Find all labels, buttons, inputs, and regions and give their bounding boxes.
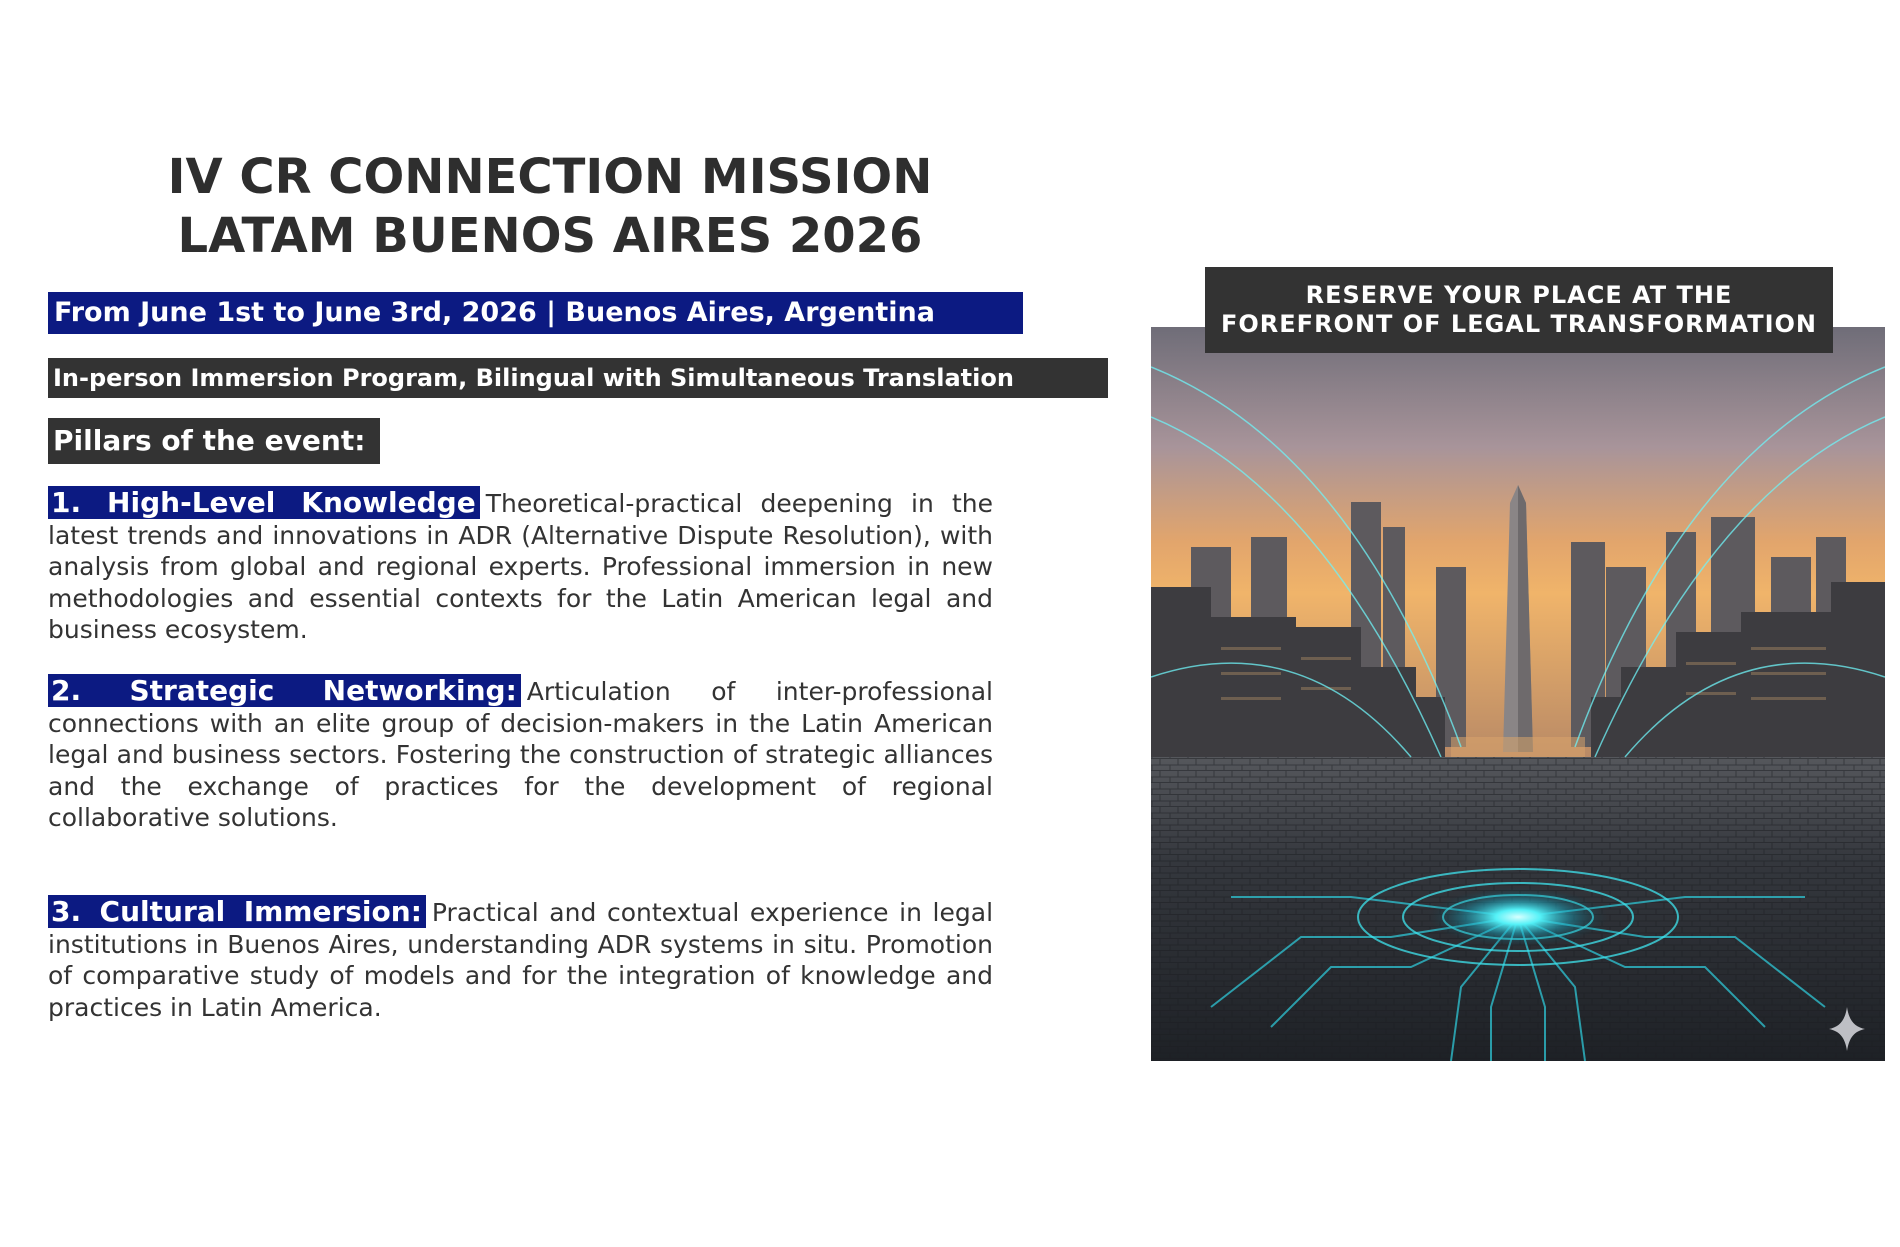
cta-line-2: FOREFRONT OF LEGAL TRANSFORMATION bbox=[1221, 310, 1817, 338]
page-title bbox=[48, 148, 1052, 266]
pillar-2 bbox=[48, 675, 993, 834]
pillar-3-text: Practical and contextual experience in legal institutions in Buenos Aires, understanding ADR systems in situ. Promotion of comparative study of models and for the integration of knowledge and practices in Latin America. bbox=[48, 898, 994, 1022]
cta-line-1: RESERVE YOUR PLACE AT THE bbox=[1305, 281, 1733, 309]
pillar-1-text: Theoretical-practical deepening in the latest trends and innovations in ADR (Alternative Dispute Resolution), with analysis from global and regional experts. Professional immersion in new methodologies and essential contexts for the Latin American legal and business ecosystem. bbox=[48, 489, 993, 644]
pillar-1 bbox=[48, 487, 993, 646]
city-hero-image bbox=[1151, 327, 1885, 1061]
pillar-3 bbox=[48, 896, 993, 1023]
pillar-2-heading: 2. Strategic Networking: bbox=[48, 674, 521, 707]
format-band: In-person Immersion Program, Bilingual with Simultaneous Translation bbox=[48, 358, 1108, 398]
pillar-3-heading: 3. Cultural Immersion: bbox=[48, 895, 426, 928]
pillar-1-heading: 1. High-Level Knowledge bbox=[48, 486, 480, 519]
pillars-heading: Pillars of the event: bbox=[48, 418, 380, 464]
title-line-1: IV CR CONNECTION MISSION bbox=[167, 149, 933, 205]
dates-band: From June 1st to June 3rd, 2026 | Buenos Aires, Argentina bbox=[48, 292, 1023, 334]
title-line-2: LATAM BUENOS AIRES 2026 bbox=[177, 208, 923, 264]
reserve-cta-banner bbox=[1205, 267, 1833, 353]
pillar-2-text: Articulation of inter-professional connections with an elite group of decision-makers in the Latin American legal and business sectors. Fostering the construction of strategic alliances and the exchange of practices for the development of regional collaborative solutions. bbox=[48, 677, 993, 832]
